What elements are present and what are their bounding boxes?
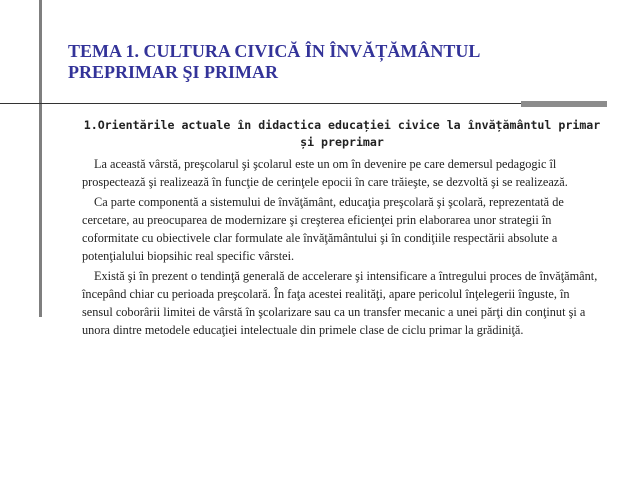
left-accent-bar [39, 0, 42, 317]
divider-line [0, 103, 600, 104]
slide-title-line-1: TEMA 1. CULTURA CIVICĂ ÎN ÎNVĂȚĂMÂNTUL [68, 41, 481, 61]
body-paragraph-2: Ca parte componentă a sistemului de învăţământ, educaţia preşcolară şi şcolară, reprezentată de cercetare, au preocuparea de modernizare şi creşterea eficienţei prin elaborarea unor strategii în coformitate cu obiectivele clar formulate ale învăţământului şi în condiţiile respectării absolute a potenţialului biopsihic real specific vârstei. [82, 195, 564, 263]
slide-body [82, 117, 602, 341]
body-paragraph-3: Există şi în prezent o tendinţă generală de accelerare şi intensificare a întregului proces de învăţământ, începând chiar cu perioada preşcolară. În faţa acestei realităţi, apare pericolul înţelegerii înguste, în sensul coborârii limitei de vârstă în şcolarizare sau ca un transfer mecanic a unei părţi din conţinut şi a unora dintre metodele educaţiei intelectuale din primele clase de ciclu primar la grădiniţă. [82, 269, 598, 337]
section-heading: 1.Orientările actuale în didactica educației civice la învățământul primar și preprimar [83, 118, 601, 149]
slide-title-line-2: PREPRIMAR ŞI PRIMAR [68, 62, 278, 82]
slide-title [68, 41, 608, 83]
title-divider [0, 101, 638, 107]
body-paragraph-1: La această vârstă, preşcolarul şi şcolarul este un om în devenire pe care demersul pedagogic îl prospectează şi realizează în funcţie de cerinţele epocii în care trăieşte, se dezvoltă şi se realizează. [82, 157, 568, 189]
divider-accent-block [521, 101, 607, 107]
